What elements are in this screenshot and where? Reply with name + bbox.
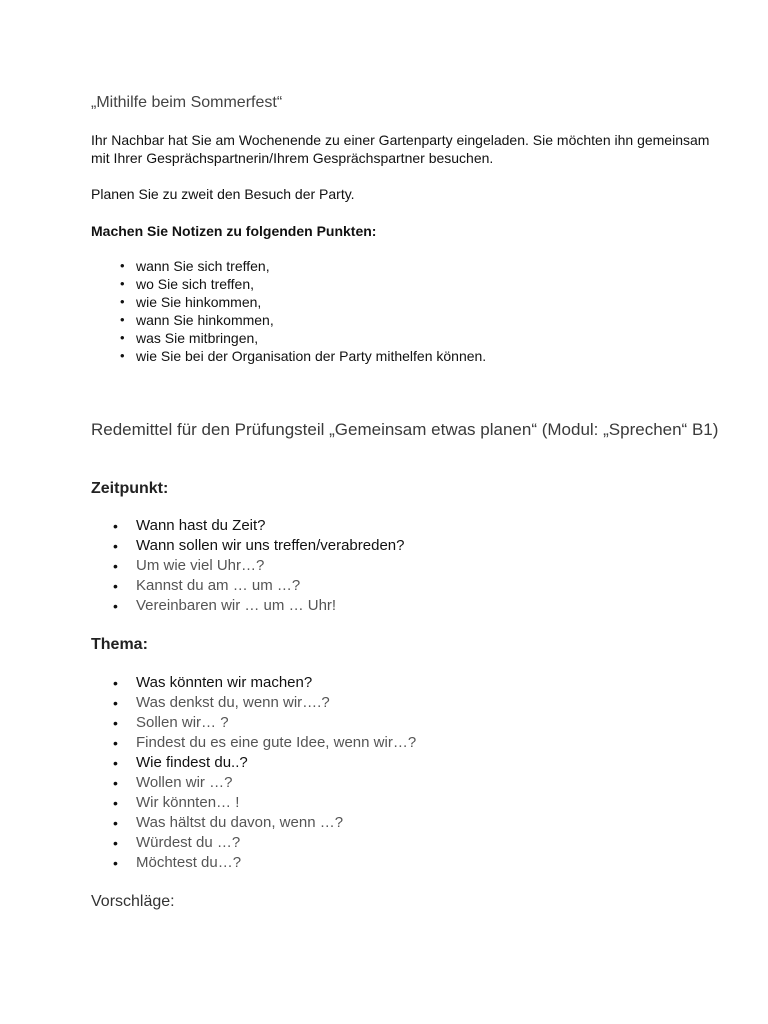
list-item: • wann Sie sich treffen, [91, 257, 486, 275]
points-list [91, 257, 486, 365]
task-plan: Planen Sie zu zweit den Besuch der Party. [91, 186, 355, 202]
list-item: • Sollen wir… ? [91, 713, 416, 733]
list-item: • Wollen wir …? [91, 773, 416, 793]
list-item: • Was denkst du, wenn wir….? [91, 693, 416, 713]
thema-heading: Thema: [91, 636, 148, 653]
list-item: • wo Sie sich treffen, [91, 275, 486, 293]
list-item: • Wann sollen wir uns treffen/verabreden? [91, 536, 404, 556]
list-item: • Wie findest du..? [91, 753, 416, 773]
notes-heading: Machen Sie Notizen zu folgenden Punkten: [91, 223, 377, 239]
list-item: • Wir könnten… ! [91, 793, 416, 813]
list-item: • Findest du es eine gute Idee, wenn wir…? [91, 733, 416, 753]
vorschlaege-heading: Vorschläge: [91, 893, 175, 910]
list-item: • wie Sie hinkommen, [91, 293, 486, 311]
list-item: • was Sie mitbringen, [91, 329, 486, 347]
list-item: • Was hältst du davon, wenn …? [91, 813, 416, 833]
zeitpunkt-heading: Zeitpunkt: [91, 480, 169, 497]
task-intro: Ihr Nachbar hat Sie am Wochenende zu einer Gartenparty eingeladen. Sie möchten ihn gemeinsam mit Ihrer Gesprächspartnerin/Ihrem Gesprächspartner besuchen. [91, 132, 710, 166]
list-item: • Kannst du am … um …? [91, 576, 404, 596]
list-item: • wann Sie hinkommen, [91, 311, 486, 329]
list-item: • Wann hast du Zeit? [91, 516, 404, 536]
list-item: • Würdest du …? [91, 833, 416, 853]
task-title: „Mithilfe beim Sommerfest“ [91, 94, 283, 111]
list-item: • Was könnten wir machen? [91, 673, 416, 693]
list-item: • Um wie viel Uhr…? [91, 556, 404, 576]
zeitpunkt-list [91, 516, 404, 616]
redemittel-title: Redemittel für den Prüfungsteil „Gemeinsam etwas planen“ (Modul: „Sprechen“ B1) [91, 420, 719, 439]
list-item: • Vereinbaren wir … um … Uhr! [91, 596, 404, 616]
thema-list [91, 673, 416, 873]
list-item: • Möchtest du…? [91, 853, 416, 873]
list-item: • wie Sie bei der Organisation der Party mithelfen können. [91, 347, 486, 365]
